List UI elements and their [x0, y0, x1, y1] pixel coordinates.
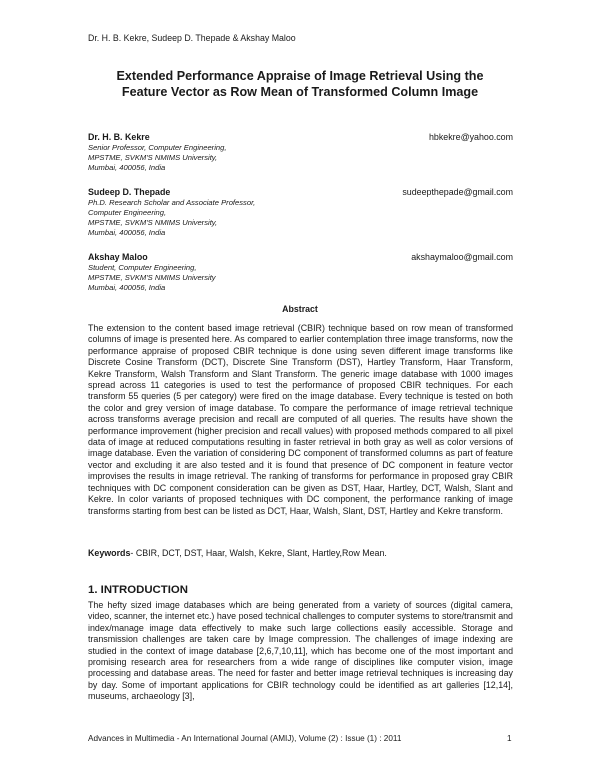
title-line-2: Feature Vector as Row Mean of Transformed Column Image [121, 85, 479, 99]
author-name: Sudeep D. Thepade [88, 187, 171, 197]
author-email[interactable]: hbkekre@yahoo.com [429, 132, 513, 142]
author-affiliation-line: MPSTME, SVKM'S NMIMS University, [88, 153, 218, 162]
introduction-body: The hefty sized image databases which are being generated from a variety of sources (digital camera, video, scanner, the internet etc.) have posed technical challenges to computer systems to store/transmit and index/manage image data effectively to make such large collections easily accessible. Storage and transmission challenges are taken care by Image compression. The challenges of image indexing are studied in the context of image database [2,6,7,10,11], which has become one of the most important and promising research area for researchers from a wide range of disciplines like computer vision, image processing and database areas. The need for faster and better image retrieval techniques is increasing day by day. Some of important applications for CBIR technology could be identified as art galleries [12,14], museums, archaeology [3], [88, 600, 513, 702]
keywords-list: - CBIR, DCT, DST, Haar, Walsh, Kekre, Slant, Hartley,Row Mean. [130, 548, 387, 558]
author-block-3 [88, 251, 513, 293]
running-head: Dr. H. B. Kekre, Sudeep D. Thepade & Akshay Maloo [88, 33, 296, 43]
author-block-1 [88, 131, 513, 173]
author-affiliation-line: MPSTME, SVKM'S NMIMS University, [88, 218, 218, 227]
author-affiliation-line: Computer Engineering, [88, 208, 167, 217]
author-affiliation-line: MPSTME, SVKM'S NMIMS University [88, 273, 216, 282]
author-affiliation-line: Mumbai, 400056, India [88, 163, 166, 172]
title-line-1: Extended Performance Appraise of Image Retrieval Using the [116, 69, 484, 83]
author-affiliation-line: Mumbai, 400056, India [88, 283, 166, 292]
keywords [88, 548, 513, 559]
abstract-body: The extension to the content based image retrieval (CBIR) technique based on row mean of transformed columns of image is presented here. As compared to earlier contemplation three image transforms, now the performance appraise of proposed CBIR technique is done using seven different image transforms like Discrete Cosine Transform (DCT), Discrete Sine Transform (DST), Hartley Transform, Haar Transform, Kekre Transform, Walsh Transform and Slant Transform. The generic image database with 1000 images spread across 11 categories is used to test the performance of proposed CBIR techniques. For each transform 55 queries (5 per category) were fired on the image database. Every technique is tested on both the color and grey version of image database. To compare the performance of image retrieval technique across transforms average precision and recall are computed of all queries. The results have shown the performance improvement (higher precision and recall values) with proposed methods compared to all pixel data of image at reduced computations resulting in faster retrieval in both gray as well as color versions of image database. Even the variation of considering DC component of transformed columns as part of feature vector and excluding it are also tested and it is found that presence of DC component in feature vector improvises the results in image retrieval. The ranking of transforms for performance in proposed gray CBIR techniques with DC component consideration can be given as DST, Haar, Hartley, DCT, Walsh, Slant and Kekre. In color variants of proposed techniques with DC component, the performance ranking of image transforms starting from best can be listed as DCT, Haar, Walsh, Slant, DST, Hartley and Kekre transform. [88, 323, 513, 516]
author-block-2 [88, 186, 513, 238]
paper-title [70, 68, 530, 100]
author-affiliation-line: Senior Professor, Computer Engineering, [88, 143, 227, 152]
section-heading-introduction: 1. INTRODUCTION [88, 584, 188, 596]
author-affiliation-line: Ph.D. Research Scholar and Associate Professor, [88, 198, 256, 207]
footer-journal-info: Advances in Multimedia - An International Journal (AMIJ), Volume (2) : Issue (1) : 2011 [88, 734, 402, 743]
keywords-label: Keywords [88, 548, 131, 558]
author-affiliation-line: Mumbai, 400056, India [88, 228, 166, 237]
abstract-heading: Abstract [282, 304, 318, 314]
page-number: 1 [507, 734, 512, 743]
author-email[interactable]: akshaymaloo@gmail.com [411, 252, 513, 262]
author-affiliation-line: Student, Computer Engineering, [88, 263, 197, 272]
author-name: Akshay Maloo [88, 252, 148, 262]
author-name: Dr. H. B. Kekre [88, 132, 150, 142]
author-email[interactable]: sudeepthepade@gmail.com [402, 187, 513, 197]
